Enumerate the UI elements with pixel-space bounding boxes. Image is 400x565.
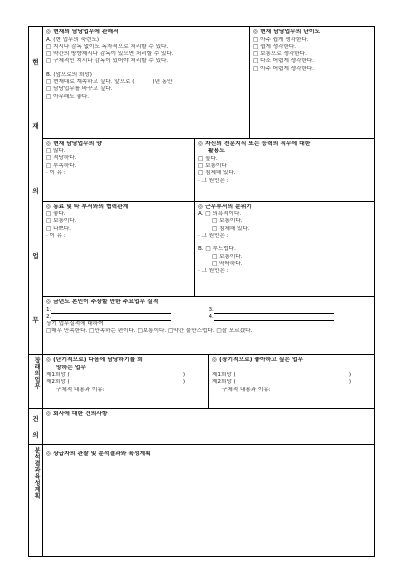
atmosphere-title: ◎ 근무부서의 분위기 [198,203,252,210]
side-char: 업 [32,251,39,260]
cooperation-option[interactable]: □ 보통이다. [46,218,77,225]
future-long-first-choice[interactable] [212,372,371,379]
proficiency-option[interactable]: □ 지시나 감독 없이도 독자적으로 처리할 수 있다. [46,43,169,50]
difficulty-option[interactable]: □ 아주 어렵게 생각한다. [253,65,315,72]
choice-close: ) [182,379,185,386]
expertise-option[interactable]: □ 높다. [198,155,218,162]
expertise-cell [195,138,375,201]
future-short-title: ◎ (단기적으로) 다음에 담당하기를 희 [46,357,143,363]
atmosphere-b-option[interactable]: □ 보통이다. [212,253,243,260]
expertise-option[interactable]: □ 보통이다 [198,162,227,169]
choice-close: ) [182,372,185,378]
choice-label: 제1희망 ( [212,372,236,378]
future-long-cell [208,355,374,408]
future-short-cell [43,355,208,408]
cooperation-option[interactable]: □ 좋다. [46,211,66,218]
choice-label: 제1희망 ( [46,372,70,378]
results-lines [46,314,371,321]
section-label-suggestion [29,409,43,445]
atmosphere-b-option[interactable]: □ 딱딱하다. [212,260,243,267]
result-line-3[interactable] [209,307,372,314]
side-char: 의 [32,430,39,439]
future-work-cell [43,355,375,409]
current-duty-title: ◎ 현재의 담당업무에 관해서 [46,29,119,35]
future-long-detail-label[interactable]: 구체적 내용과 이유: [222,386,271,393]
difficulty-option[interactable]: □ 쉽게 생각한다. [253,43,297,50]
result-number: 2. [46,313,52,320]
cooperation-option[interactable]: □ 나쁘다. [46,225,72,232]
future-short-detail-label[interactable]: 구체적 내용과 이유: [56,386,105,393]
atmosphere-cell [195,201,375,296]
choice-label: 제2희망 ( [212,379,236,386]
result-number: 1. [46,306,52,313]
result-line-1[interactable] [46,307,209,314]
difficulty-option[interactable]: □ 보통으로 생각한다. [253,51,307,58]
results-eval-title: 상기 업무실적에 대하여 [46,321,104,328]
result-line-2[interactable] [46,314,209,321]
atmosphere-b-option[interactable]: B. □ 부드럽다. [198,246,236,253]
result-number: 3. [208,306,214,313]
difficulty-title: ◎ 현재 담당업무의 난이도 [253,29,321,35]
results-cell [43,297,375,355]
amount-option[interactable]: □ 많다. [46,148,66,155]
atmosphere-a-option[interactable]: □ 보통이다. [212,218,243,225]
choice-close: ) [348,379,351,386]
atmosphere-b-reason-label[interactable]: · 그 원인은 : [198,268,229,275]
suggestion-title: ◎ 회사에 대한 건의사항 [46,411,108,417]
proficiency-option[interactable]: □ 구체적인 지시나 감독이 있어야 처리할 수 있다. [46,58,169,65]
manager-cell[interactable] [43,445,375,557]
amount-cell [43,138,195,201]
manager-label: 분석결과육성계획 [33,447,40,499]
future-long-title: ◎ (장기적으로) 좋아하고 싶은 업무 [212,357,304,363]
side-char: 건 [32,415,39,424]
atmosphere-a-option[interactable]: A. □ 의욕적이다. [198,211,242,218]
amount-option[interactable]: □ 적당하다. [46,155,77,162]
future-short-title-cont: 망하는 업무 [56,364,87,371]
results-eval-options[interactable]: □매우 만족한다. □만족하는 편이다. □보통이다. □약간 불만스럽다. □잘 모르겠다. [46,328,253,335]
expertise-option[interactable]: □ 침체해 있다. [198,170,236,177]
amount-option[interactable]: □ 부족하다. [46,162,77,169]
future-work-label: 장래의업무 [33,357,40,390]
hope-option-any[interactable]: □ 아무래도 좋다. [46,93,90,100]
amount-reason-label[interactable]: · 이 유 : [46,170,66,177]
future-long-second-choice[interactable] [212,379,371,386]
current-duty-cell [43,27,250,139]
expertise-title-cont: 활용도 [208,148,225,155]
side-char: 의 [32,186,39,195]
side-char: 현 [32,57,39,66]
hope-option-change[interactable]: □ 담당업무를 바꾸고 싶다. [46,86,113,93]
suggestion-cell[interactable] [43,409,375,445]
manager-title: ◎ 상급자의 관찰 및 분석결과와 육성계획 [46,451,151,457]
future-hope-subtitle: B. (앞으로의 희망) [46,71,92,78]
cooperation-title: ◎ 동료 및 타 부서와의 협력관계 [46,203,129,210]
result-line-4[interactable] [209,314,372,321]
section-label-manager [29,445,43,557]
self-report-form [28,26,374,550]
atmosphere-a-reason-label[interactable]: · 그 원인은 : [198,233,229,240]
form-table [28,26,375,557]
choice-label: 제2희망 ( [46,379,70,386]
hope-option-years-label: )년 동안 [152,78,173,85]
proficiency-subtitle: A. (현 업무의 숙련도) [46,36,100,43]
future-short-second-choice[interactable] [46,379,205,386]
expertise-title: ◎ 자신의 전문지식 또는 능력의 직무에 대한 [198,140,311,147]
expertise-reason-label[interactable]: · 그 원인은 : [198,177,229,184]
cooperation-reason-label[interactable]: · 이 유 : [46,233,66,240]
difficulty-option[interactable]: □ 아주 쉽게 생각한다. [253,36,309,43]
results-title: ◎ 금년도 본인이 주장할 만한 주요업무 실적 [46,299,159,306]
proficiency-option[interactable]: □ 약간의 방향제시나 감독이 있으면 처리할 수 있다. [46,51,174,58]
difficulty-cell [250,27,375,139]
result-number: 4. [208,313,214,320]
results-lines [46,307,371,314]
choice-close: ) [348,372,351,378]
section-label-future-work [29,355,43,409]
future-short-first-choice[interactable] [46,372,205,379]
side-char: 무 [32,316,39,325]
section-label-current-work [29,27,43,355]
atmosphere-a-option[interactable]: □ 침체해 있다. [212,225,250,232]
difficulty-option[interactable]: □ 다소 어렵게 생각한다. [253,58,315,65]
hope-option-continue[interactable] [46,79,246,86]
amount-title: ◎ 현재 담당업무의 양 [46,140,102,147]
hope-option-continue-label: □ 현재대로 계속하고 싶다. 앞으로 ( [46,78,135,85]
cooperation-cell [43,201,195,296]
side-char: 재 [32,122,39,131]
